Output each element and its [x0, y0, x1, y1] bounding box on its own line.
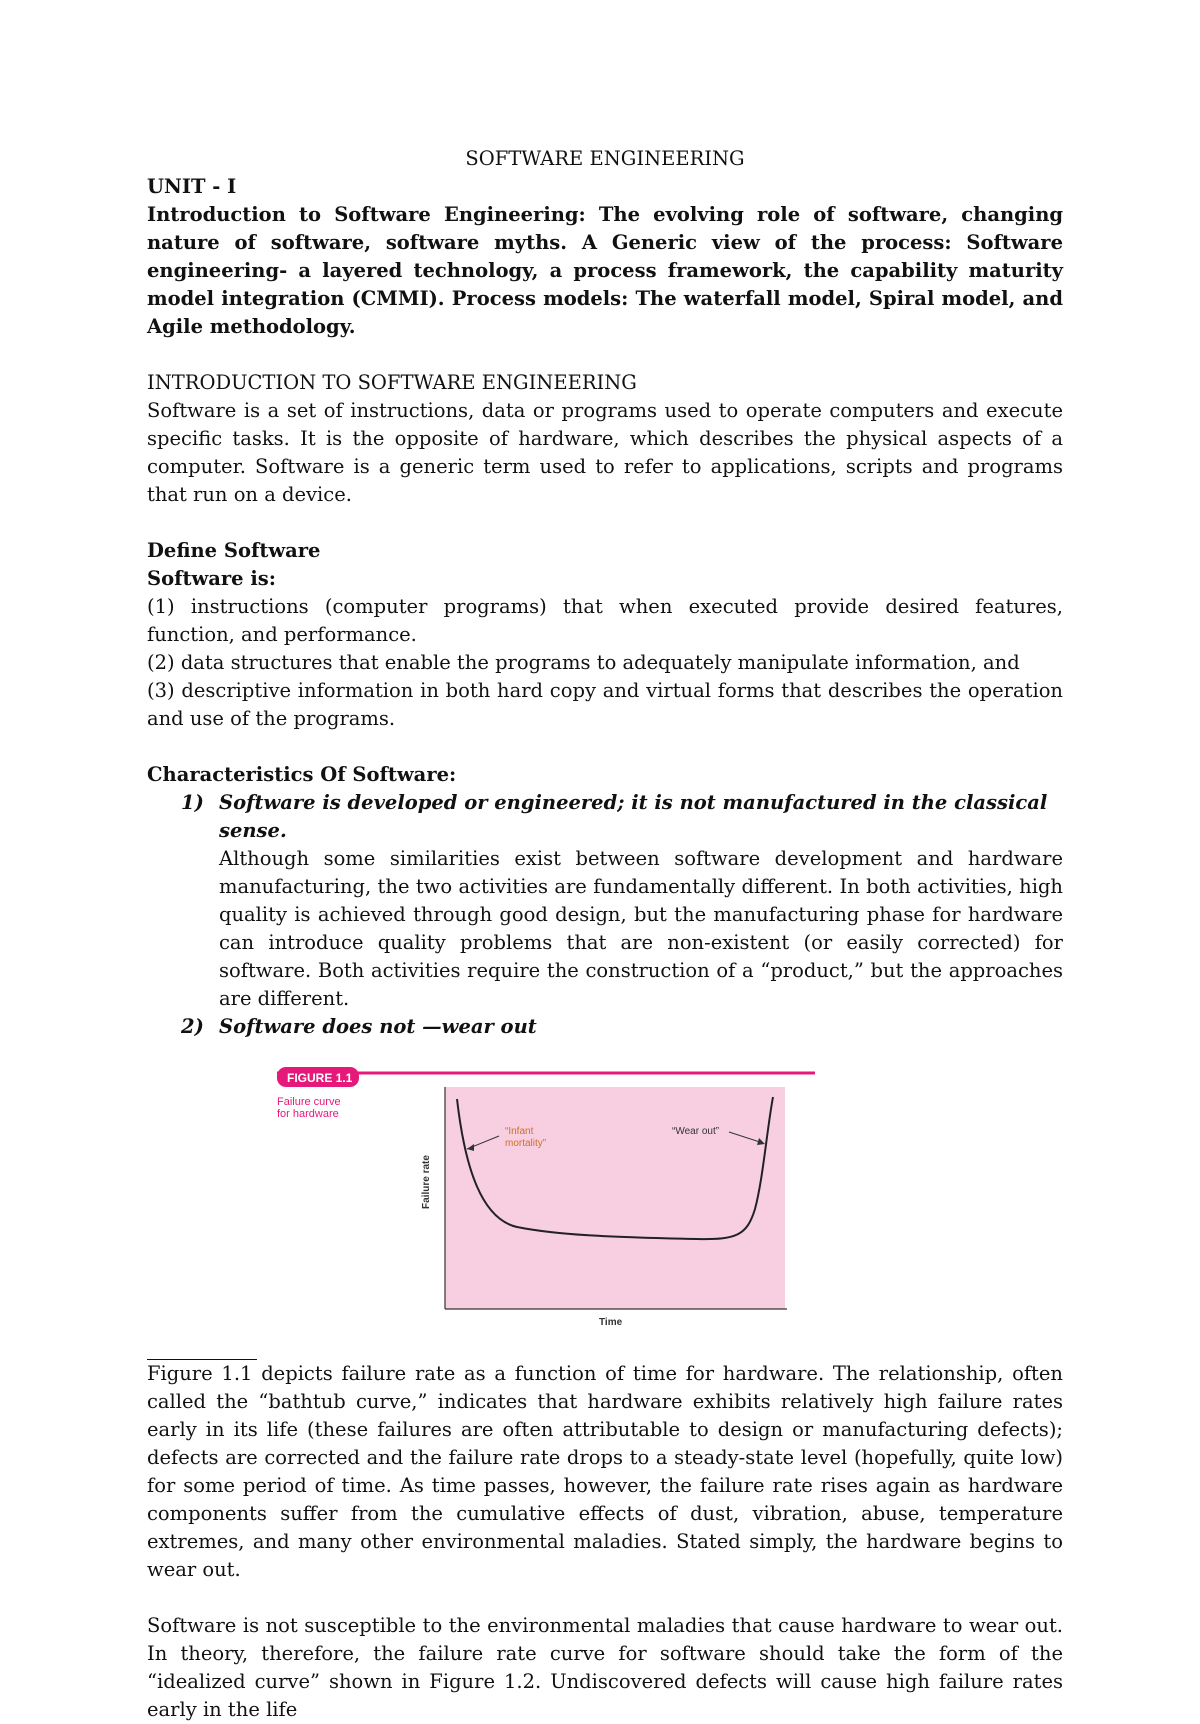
infant-mortality-label-2: mortality”: [505, 1138, 547, 1149]
software-is-label: Software is:: [147, 567, 276, 590]
intro-paragraph: Software is a set of instructions, data or programs used to operate computers and execute specific tasks. It is the opposite of hardware, which describes the physical aspects of a computer. Software is a generic term used to refer to applications, scripts and programs that run on a device.: [147, 399, 1063, 506]
define-item-2: (2) data structures that enable the programs to adequately manipulate information, and: [147, 651, 1020, 674]
bathtub-curve-figure: [277, 1059, 817, 1349]
figure-caption-line-2: for hardware: [277, 1108, 339, 1120]
figure-1-1: [147, 1059, 1063, 1359]
define-item-3: (3) descriptive information in both hard copy and virtual forms that describes the operation and use of the programs.: [147, 679, 1063, 730]
x-axis-label: Time: [599, 1317, 623, 1328]
characteristic-number: 2): [181, 1015, 204, 1038]
y-axis-label: Failure rate: [421, 1155, 432, 1209]
document-title: SOFTWARE ENGINEERING: [465, 147, 745, 170]
characteristic-item: [147, 789, 1063, 1013]
define-item-1: (1) instructions (computer programs) that when executed provide desired features, function, and performance.: [147, 595, 1063, 646]
characteristic-title: Software does not —wear out: [219, 1015, 537, 1038]
characteristic-item: [147, 1013, 1063, 1041]
figure-badge-label: FIGURE 1.1: [287, 1071, 353, 1085]
figure-caption-line-1: Failure curve: [277, 1096, 341, 1108]
characteristic-number: 1): [181, 791, 204, 814]
define-software-heading: Define Software: [147, 539, 321, 562]
characteristics-list: [147, 789, 1063, 1041]
infant-mortality-label-1: “Infant: [505, 1126, 534, 1137]
wear-out-label: “Wear out”: [672, 1126, 720, 1137]
document-page: [147, 145, 1063, 1724]
characteristic-title: Software is developed or engineered; it is not manufactured in the classical sense.: [219, 791, 1048, 842]
software-wear-paragraph: Software is not susceptible to the environmental maladies that cause hardware to wear out. In theory, therefore, the failure rate curve for software should take the form of the “idealized curve” shown in Figure 1.2. Undiscovered defects will cause high failure rates early in the life: [147, 1614, 1063, 1721]
figure-explanation-paragraph: Figure 1.1 depicts failure rate as a function of time for hardware. The relationship, often called the “bathtub curve,” indicates that hardware exhibits relatively high failure rates early in its life (these failures are often attributable to design or manufacturing defects); defects are corrected and the failure rate drops to a steady-state level (hopefully, quite low) for some period of time. As time passes, however, the failure rate rises again as hardware components suffer from the cumulative effects of dust, vibration, abuse, temperature extremes, and many other environmental maladies. Stated simply, the hardware begins to wear out.: [147, 1362, 1063, 1581]
syllabus-paragraph: Introduction to Software Engineering: The evolving role of software, changing nature of software, software myths. A Generic view of the process: Software engineering- a layered technology, a process framework, the capability maturity model integration (CMMI). Process models: The waterfall model, Spiral model, and Agile methodology.: [147, 203, 1063, 338]
characteristic-body: Although some similarities exist between software development and hardware manufacturing, the two activities are fundamentally different. In both activities, high quality is achieved through good design, but the manufacturing phase for hardware can introduce quality problems that are non-existent (or easily corrected) for software. Both activities require the construction of a “product,” but the approaches are different.: [219, 847, 1063, 1010]
plot-background: [445, 1087, 785, 1309]
intro-heading: INTRODUCTION TO SOFTWARE ENGINEERING: [147, 371, 637, 394]
unit-heading: UNIT - I: [147, 175, 237, 198]
characteristics-heading: Characteristics Of Software:: [147, 763, 457, 786]
